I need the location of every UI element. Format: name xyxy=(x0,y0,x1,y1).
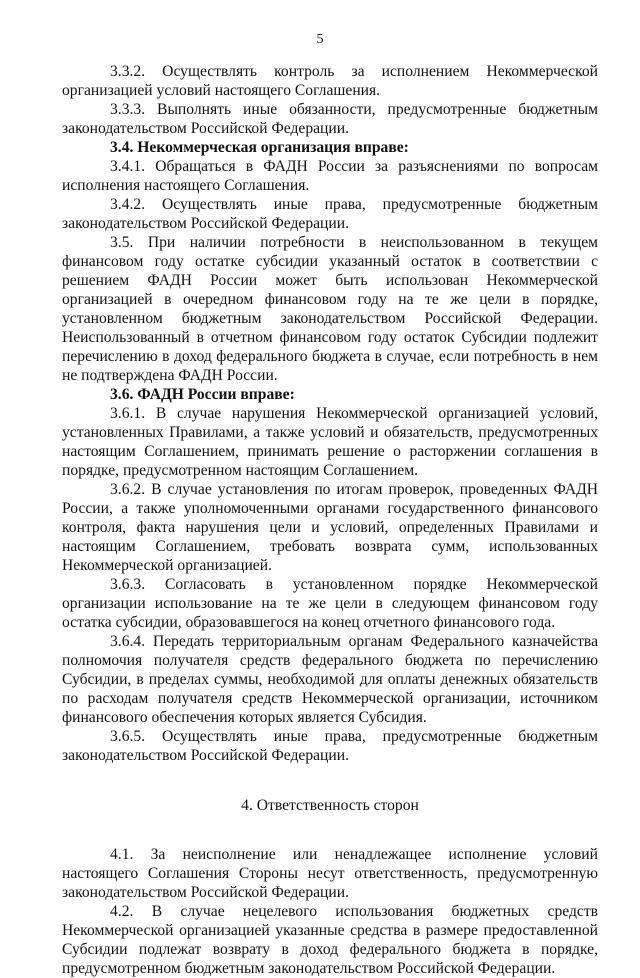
page-number: 5 xyxy=(316,32,324,47)
paragraph-3-6-1: 3.6.1. В случае нарушения Некоммерческой организацией условий, установленных Правилами, а также условий и обязательств, предусмотренных настоящим Соглашением, принимать решение о расторжении соглашения в порядке, предусмотренном настоящим Соглашением. xyxy=(62,405,598,479)
paragraph-3-4-2: 3.4.2. Осуществлять иные права, предусмотренные бюджетным законодательством Российской Федерации. xyxy=(62,196,598,232)
paragraph-4-1: 4.1. За неисполнение или ненадлежащее исполнение условий настоящего Соглашения Стороны несут ответственность, предусмотренную законодательством Российской Федерации. xyxy=(62,846,598,901)
paragraph-3-6-2: 3.6.2. В случае установления по итогам проверок, проведенных ФАДН России, а также уполномоченными органами государственного финансового контроля, факта нарушения цели и условий, определенных Правилами и настоящим Соглашением, требовать возврата сумм, использованных Некоммерческой организацией. xyxy=(62,481,598,574)
heading-3-6: 3.6. ФАДН России вправе: xyxy=(110,386,295,403)
heading-3-4: 3.4. Некоммерческая организация вправе: xyxy=(110,139,409,156)
paragraph-4-2: 4.2. В случае нецелевого использования бюджетных средств Некоммерческой организацией указанные средства в размере предоставленной Субсидии подлежат возврату в доход федерального бюджета в порядке, предусмотренном бюджетным законодательством Российской Федерации. xyxy=(62,903,598,977)
document-body xyxy=(62,62,598,978)
paragraph-3-5: 3.5. При наличии потребности в неиспользованном в текущем финансовом году остатке субсидии указанный остаток в соответствии с решением ФАДН России может быть использован Некоммерческой организацией в очередном финансовом году на те же цели в порядке, установленном бюджетным законодательством Российской Федерации. Неиспользованный в отчетном финансовом году остаток Субсидии подлежит перечислению в доход федерального бюджета в случае, если потребность в нем не подтверждена ФАДН России. xyxy=(62,234,598,384)
paragraph-3-6-5: 3.6.5. Осуществлять иные права, предусмотренные бюджетным законодательством Российской Федерации. xyxy=(62,728,598,764)
paragraph-3-3-2: 3.3.2. Осуществлять контроль за исполнением Некоммерческой организацией условий настоящего Соглашения. xyxy=(62,63,598,99)
paragraph-3-6-3: 3.6.3. Согласовать в установленном порядке Некоммерческой организации использование на те же цели в следующем финансовом году остатка субсидии, образовавшегося на конец отчетного финансового года. xyxy=(62,576,598,631)
paragraph-3-4-1: 3.4.1. Обращаться в ФАДН России за разъяснениями по вопросам исполнения настоящего Соглашения. xyxy=(62,158,598,194)
paragraph-3-6-4: 3.6.4. Передать территориальным органам Федерального казначейства полномочия получателя средств федерального бюджета по перечислению Субсидии, в пределах суммы, необходимой для оплаты денежных обязательств по расходам получателя средств Некоммерческой организации, источником финансового обеспечения которых является Субсидия. xyxy=(62,633,598,726)
section-title: 4. Ответственность сторон xyxy=(241,797,419,814)
paragraph-3-3-3: 3.3.3. Выполнять иные обязанности, предусмотренные бюджетным законодательством Российской Федерации. xyxy=(62,101,598,137)
